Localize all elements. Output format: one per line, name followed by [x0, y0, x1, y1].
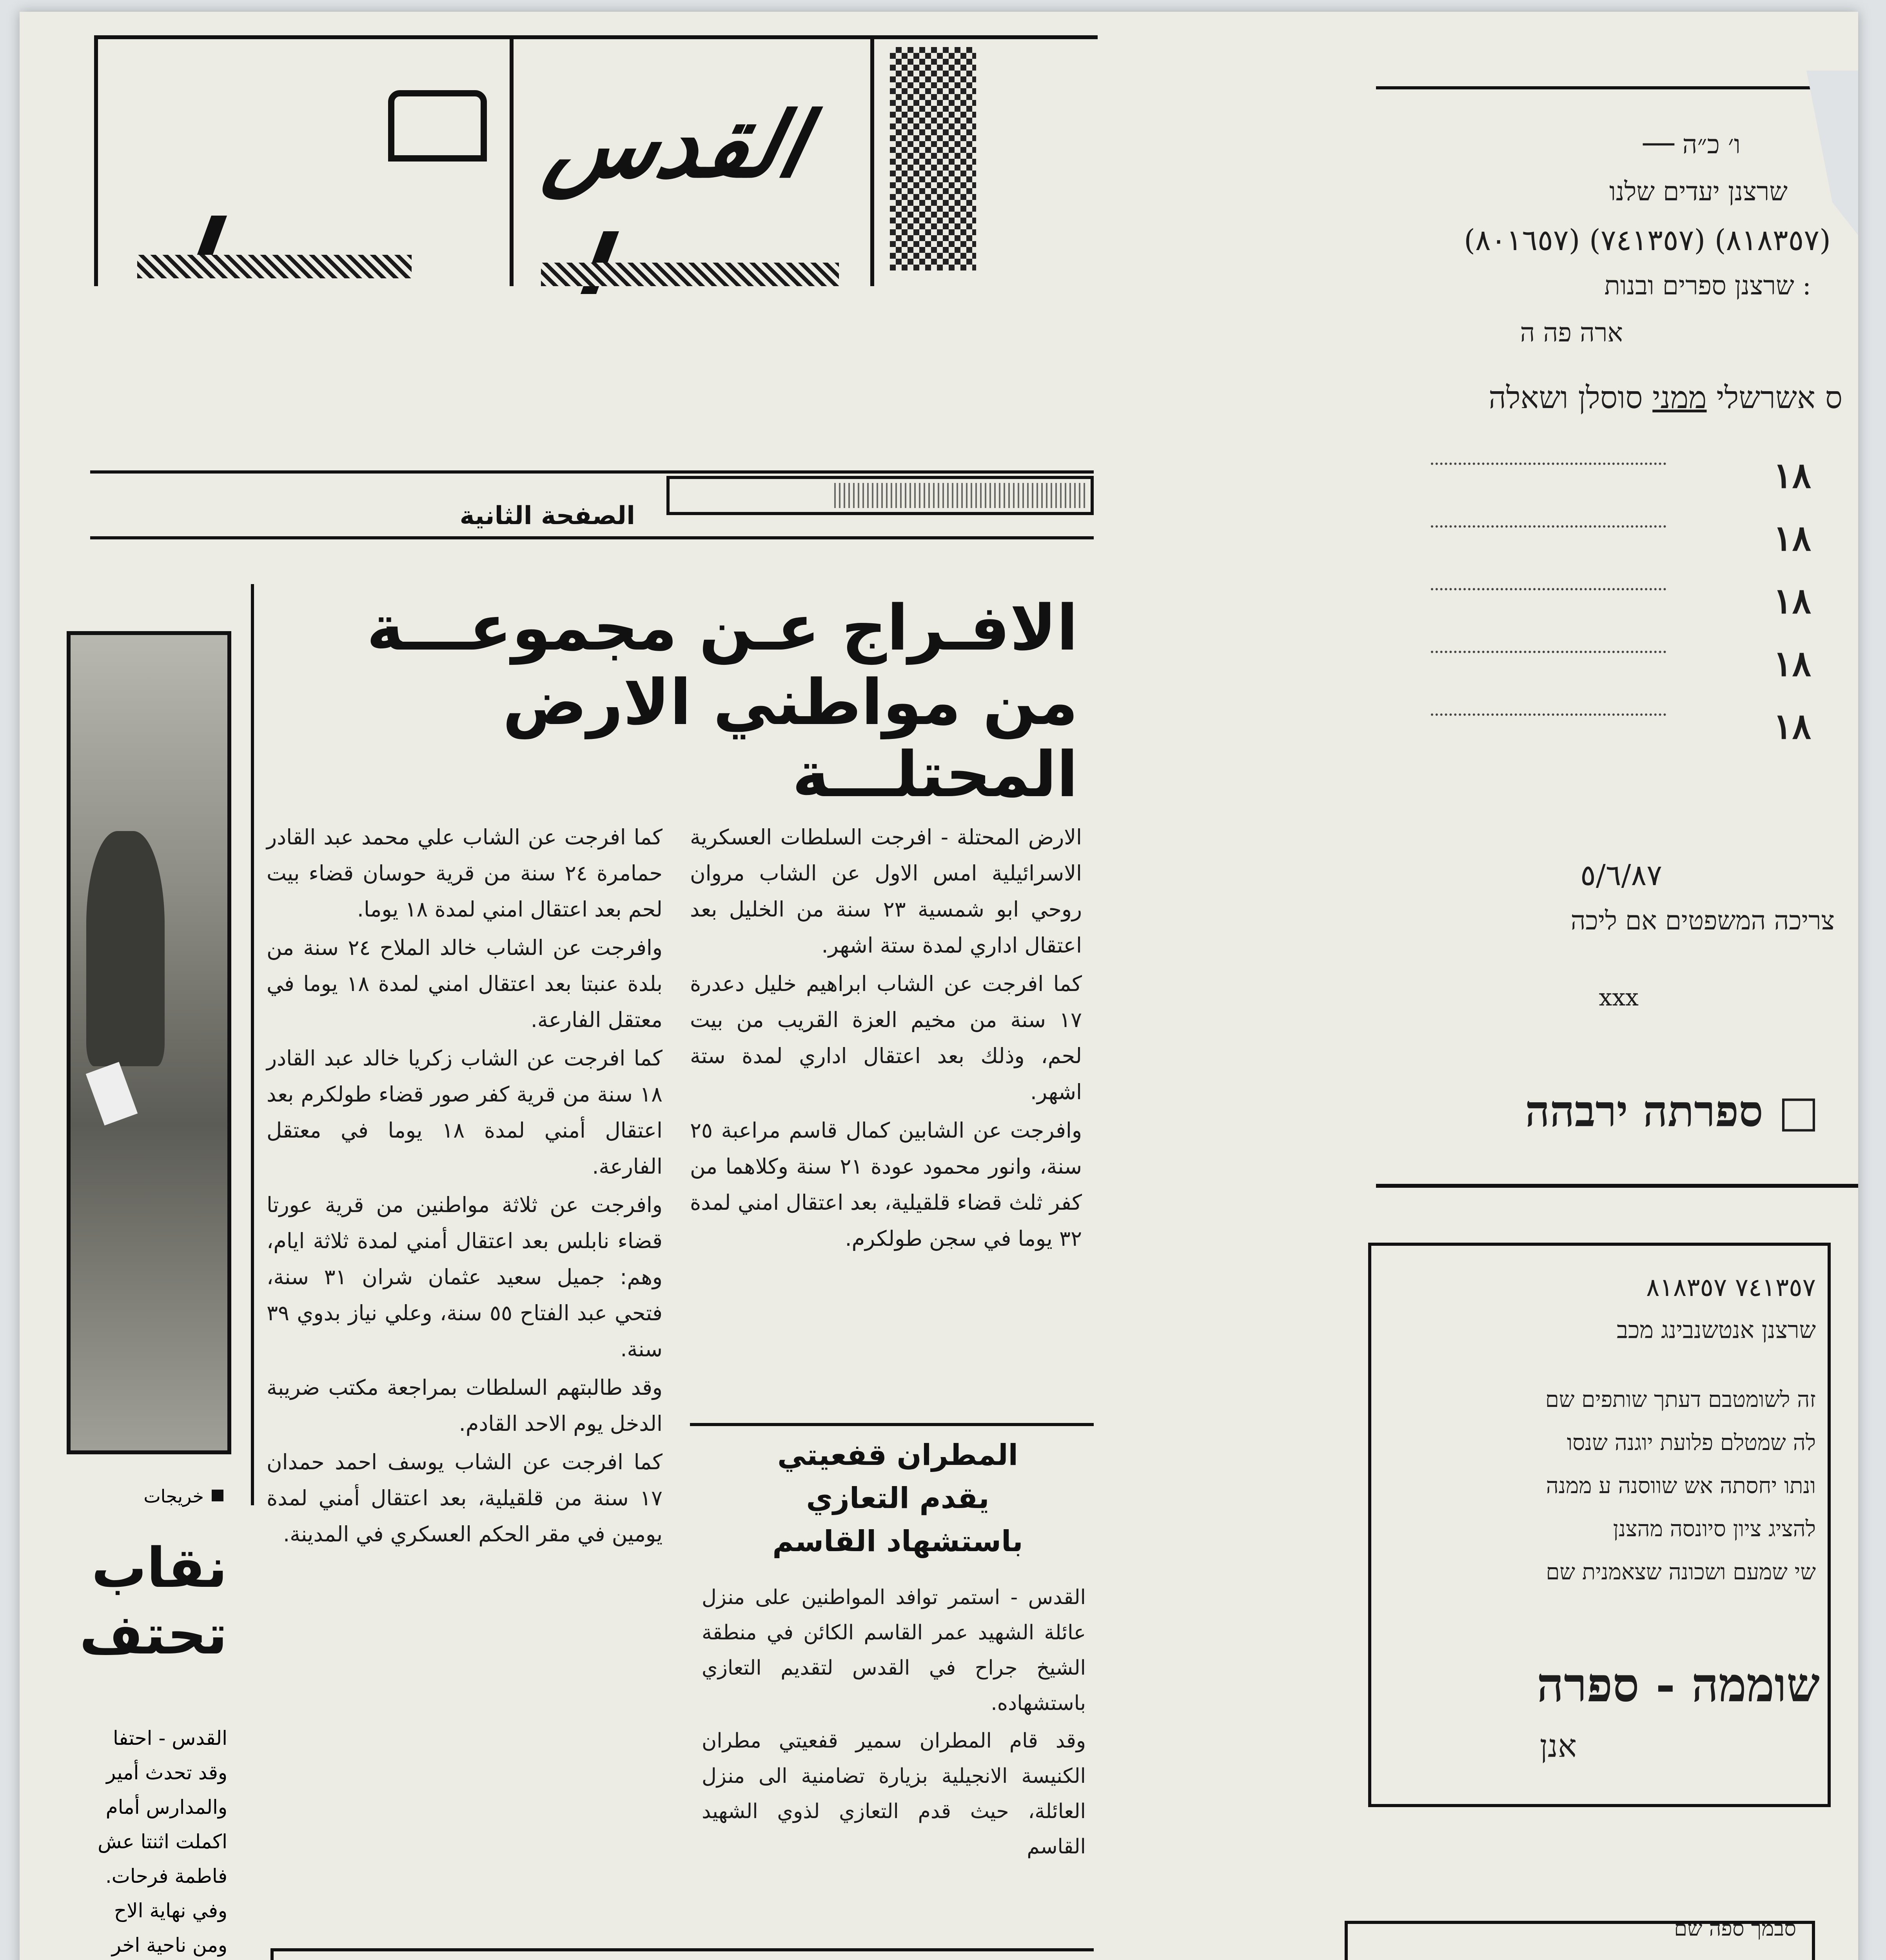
- handwritten-notes: ו׳ כ״ה ── שרצנן יעדים שלנו (٨١٨٣٥٧) (٧٤١٣٥٧) (٨٠١٦٥٧) : שרצנן ספרים ובנות ארה פה ה ס אשרשלי ממני סוסלן ושאלה ١٨ ١٨ ١٨ ١٨ ١٨ ٥/٦/٨٧ צריכה המשפטים אם ליכה xxx □ ספרתה ירבהה ٧٤١٣٥٧ ٨١٨٣٥٧ שרצנן אנטשנבינג מכב זה לשומטבם דעתך שותפים שם לה שמטלם פלועת יוגנה שנסו ונתו יחסתה אש שווסנה ע ממנה להציג ציון סיונסה מהצנן שי שמעם ושכונה שצאמנית שם שוממה - ספרה אנן סבמך ספה שם: [1345, 71, 1858, 1960]
- visits-article: [270, 1948, 1094, 1960]
- paragraph: الارض المحتلة - افرجت السلطات العسكرية الاسرائيلية امس الاول عن الشاب مروان روحي ابو شمسية ٢٣ سنة من الخليل بعد اعتقال اداري لمدة ستة اشهر.: [690, 825, 1082, 958]
- x-marks: xxx: [1599, 984, 1639, 1011]
- release-column-left: [267, 819, 663, 1555]
- paragraph: وافرجت عن ثلاثة مواطنين من قرية عورتا قضاء نابلس بعد اعتقال أمني لمدة ثلاثة ايام، وهم: جميل سعيد عثمان شران ٣١ سنة، فتحي عبد الفتاح ٥٥ سنة، وعلي نياز بدوي ٣٩ سنة.: [267, 1192, 663, 1361]
- page-label-bar: [78, 470, 1094, 541]
- left-line: وقد تحدث أمير: [106, 1761, 227, 1784]
- row-value: ١٨: [1773, 517, 1811, 559]
- release-headline-1: الافـراج عـن مجموعـــة: [367, 591, 1078, 664]
- masthead: [94, 35, 1098, 286]
- left-body: [24, 1721, 227, 1960]
- page-label: الصفحة الثانية: [459, 501, 635, 530]
- photo-caption: خريجات: [143, 1486, 204, 1507]
- logo-text: القدس: [537, 93, 816, 198]
- paragraph: وافرجت عن الشابين كمال قاسم مراعبة ٢٥ سنة، وانور محمود عودة ٢١ سنة وكلاهما من كفر ثلث قضاء قلقيلية، بعد اعتقال امني لمدة ٣٢ يوما في سجن طولكرم.: [690, 1118, 1082, 1251]
- left-edge-column: [20, 623, 239, 1960]
- left-line: اكملت اثنتا عش: [98, 1830, 227, 1853]
- release-headline-2: من مواطني الارض المحتلـــة: [503, 666, 1078, 811]
- paragraph: وافرجت عن الشاب خالد الملاح ٢٤ سنة من بلدة عنبتا بعد اعتقال امني لمدة ١٨ يوما في معتقل الفارعة.: [267, 935, 663, 1032]
- left-line: وفي نهاية الاح: [114, 1899, 227, 1922]
- paragraph: كما افرجت عن الشاب زكريا خالد عبد القادر ١٨ سنة من قرية كفر صور قضاء طولكرم بعد اعتقال أمني لمدة ١٨ يوما في معتقل الفارعة.: [267, 1046, 663, 1179]
- row-value: ١٨: [1773, 643, 1811, 684]
- left-headline-1: نقاب: [91, 1536, 227, 1600]
- date-line: ٥/٦/٨٧: [1580, 858, 1662, 892]
- release-column-right: [690, 819, 1082, 1259]
- photo: [67, 631, 231, 1454]
- left-line: فاطمة فرحات.: [105, 1865, 227, 1887]
- paragraph: القدس - استمر توافد المواطنين على منزل عائلة الشهيد عمر القاسم الكائن في منطقة الشيخ جراح في القدس لتقديم التعازي باستشهاده.: [702, 1586, 1086, 1715]
- paragraph: كما افرجت عن الشاب علي محمد عبد القادر حمامرة ٢٤ سنة من قرية حوسان قضاء بيت لحم بعد اعتقال امني لمدة ١٨ يوما.: [267, 825, 663, 922]
- form-rows: [1345, 435, 1858, 788]
- second-box: סבמך ספה שם: [1345, 1921, 1815, 1960]
- paragraph: كما افرجت عن الشاب ابراهيم خليل دعدرة ١٧ سنة من مخيم العزة القريب من بيت لحم، وذلك بعد اعتقال اداري لمدة ستة اشهر.: [690, 971, 1082, 1104]
- torn-corner: [1772, 71, 1858, 235]
- masthead-pattern: [890, 47, 976, 270]
- bishop-headline-2: يقدم التعازي: [806, 1481, 989, 1515]
- bishop-article: [690, 1423, 1094, 1944]
- newspaper-clipping: [20, 12, 1858, 1960]
- row-value: ١٨: [1773, 580, 1811, 622]
- bishop-headline-1: المطران قفعيتي: [777, 1438, 1018, 1472]
- bishop-body: [702, 1580, 1086, 1867]
- left-line: والمدارس أمام: [105, 1796, 227, 1818]
- left-line: ومن ناحية اخر: [111, 1934, 227, 1956]
- paragraph: كما افرجت عن الشاب يوسف احمد حمدان ١٧ سنة من قلقيلية، بعد اعتقال أمني لمدة يومين في مقر الحكم العسكري في المدينة.: [267, 1450, 663, 1546]
- masthead-center-logo: [525, 59, 859, 278]
- numbers-line: (٨١٨٣٥٧) (٧٤١٣٥٧) (٨٠١٦٥٧): [1464, 223, 1831, 257]
- row-value: ١٨: [1773, 455, 1811, 496]
- left-line: القدس - احتفا: [113, 1727, 227, 1749]
- row-value: ١٨: [1773, 706, 1811, 747]
- left-headline-2: تحتف: [79, 1603, 227, 1667]
- numbers-line-2: ٧٤١٣٥٧ ٨١٨٣٥٧: [1646, 1273, 1816, 1302]
- masthead-left-logo: [122, 59, 494, 278]
- paragraph: وقد قام المطران سمير قفعيتي مطران الكنيسة الانجيلية بزيارة تضامنية الى منزل العائلة، حيث قدم التعازي لذوي الشهيد القاسم: [702, 1729, 1086, 1858]
- stamp-box: ٧٤١٣٥٧ ٨١٨٣٥٧ שרצנן אנטשנבינג מכב זה לשומטבם דעתך שותפים שם לה שמטלם פלועת יוגנה שנסו ונתו יחסתה אש שווסנה ע ממנה להציג ציון סיונסה מהצנן שי שמעם ושכונה שצאמנית שם שוממה - ספרה אנן: [1368, 1243, 1831, 1807]
- bishop-headline-3: باستشهاد القاسم: [772, 1524, 1023, 1558]
- paragraph: وقد طالبتهم السلطات بمراجعة مكتب ضريبة الدخل يوم الاحد القادم.: [267, 1375, 663, 1436]
